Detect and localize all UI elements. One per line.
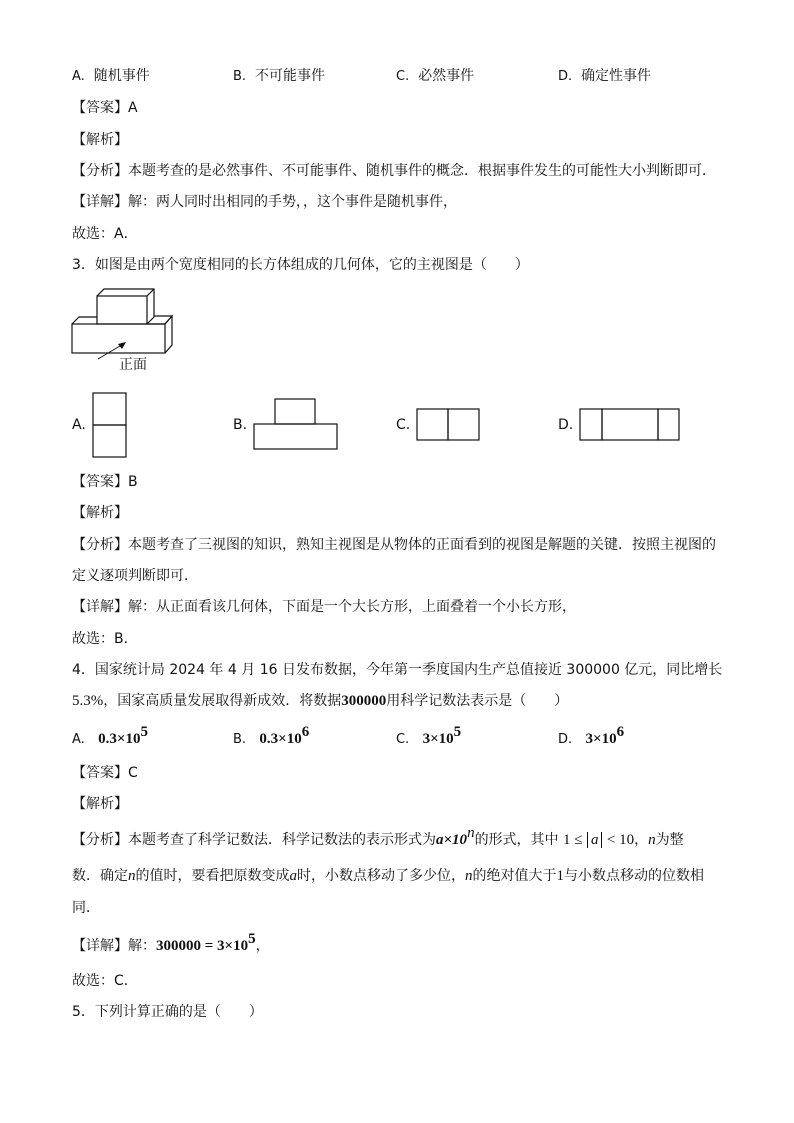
q2-option-a-text: 随机事件	[93, 68, 150, 84]
q2-option-d	[558, 66, 651, 87]
q4-fenxi-p1: 本题考查了科学记数法．科学记数法的表示形式为	[128, 832, 436, 848]
q4-xiangjie-b: ，	[255, 938, 270, 954]
q4-fenxi-l2-m1: n	[128, 868, 136, 884]
q3-option-b-label: B.	[233, 417, 248, 433]
q2-option-c	[396, 66, 474, 87]
q3-fenxi-line2: 定义逐项判断即可．	[72, 568, 198, 584]
q2-choose: 故选：A．	[72, 226, 138, 242]
q4-stem-line1: 4．国家统计局 2024 年 4 月 16 日发布数据，今年第一季度国内生产总值接近 300000 亿元，同比增长	[72, 662, 723, 678]
q4-stem-line2	[72, 691, 568, 711]
q3-option-a-label: A.	[72, 417, 86, 433]
q4-fenxi-l2-m3: n	[465, 868, 473, 884]
q3-xiangjie-tag: 【详解】	[72, 599, 128, 615]
q4-option-a-exp: 5	[140, 724, 148, 740]
q2-analysis-heading: 【解析】	[72, 132, 128, 148]
q4-fenxi-p3: ，	[634, 832, 649, 848]
q4-xiangjie-tag: 【详解】	[72, 938, 128, 954]
q4-fenxi-line1	[72, 825, 684, 850]
q3-front-label: 正面	[119, 357, 147, 373]
q3-stem: 3．如图是由两个宽度相同的长方体组成的几何体，它的主视图是（ ）	[72, 257, 529, 273]
q2-fenxi-text: 本题考查的是必然事件、不可能事件、随机事件的概念．根据事件发生的可能性大小判断即可．	[128, 163, 716, 179]
q4-option-d-base: 3×10	[585, 731, 617, 747]
q4-option-b-exp: 6	[301, 724, 310, 740]
q2-option-d-text: 确定性事件	[581, 68, 652, 84]
q3-option-c-label: C.	[396, 417, 411, 433]
q2-xiangjie-tag: 【详解】	[72, 194, 128, 210]
q4-fenxi-l2-p5: 与小数点移动的位数相	[564, 868, 704, 884]
q4-fenxi-l2-m2: a	[289, 868, 297, 884]
q4-fenxi-p2: 的形式，其中	[474, 832, 559, 848]
q2-option-b-text: 不可能事件	[254, 68, 325, 84]
q3-option-b-figure	[253, 398, 339, 452]
q2-fenxi-tag: 【分析】	[72, 163, 128, 179]
q3-answer	[72, 472, 138, 492]
q4-answer-tag: 【答案】	[72, 765, 128, 781]
q2-option-d-label: D.	[558, 69, 573, 84]
q4-option-b	[233, 724, 310, 750]
q3-xiangjie-text: 解：从正面看该几何体，下面是一个大长方形，上面叠着一个小长方形，	[128, 599, 576, 615]
q3-answer-tag: 【答案】	[72, 474, 128, 490]
q2-xiangjie	[72, 192, 457, 212]
q4-fenxi-l2-p4: 的绝对值大于	[472, 868, 557, 884]
q4-fenxi-l2-p1: 数．确定	[72, 868, 128, 884]
q3-fenxi-tag: 【分析】	[72, 537, 128, 553]
q4-fenxi-m2c: < 10	[606, 832, 635, 848]
q4-option-c-label: C.	[396, 732, 410, 747]
q2-option-a	[72, 66, 150, 87]
q4-fenxi-l2-p3: 时，小数点移动了多少位，	[297, 868, 465, 884]
q2-option-b	[233, 66, 325, 87]
q2-answer-value: A	[128, 100, 138, 116]
q3-xiangjie	[72, 597, 576, 617]
q4-option-a	[72, 724, 148, 750]
q4-stem-number: 300000	[341, 693, 387, 709]
q2-xiangjie-text: 解：两人同时出相同的手势，，这个事件是随机事件，	[128, 194, 457, 210]
lower-box-front	[72, 324, 165, 353]
q4-option-b-base: 0.3×10	[259, 731, 302, 747]
q3-analysis-heading: 【解析】	[72, 505, 128, 521]
q4-stem-percent: 5.3%	[72, 693, 104, 709]
upper-box-front	[97, 296, 147, 324]
q3-option-a-figure	[92, 392, 128, 458]
q2-option-c-label: C.	[396, 69, 410, 84]
q4-answer	[72, 763, 138, 783]
q4-fenxi-line2	[72, 866, 704, 886]
q3-fenxi-line1	[72, 535, 716, 555]
q3-fenxi-text1: 本题考查了三视图的知识，熟知主视图是从物体的正面看到的视图是解题的关键．按照主视图的	[128, 537, 716, 553]
q4-xiangjie-math: 300000 = 3×10	[156, 938, 249, 954]
q4-choose: 故选：C．	[72, 973, 138, 989]
q2-answer-tag: 【答案】	[72, 100, 128, 116]
q4-stem-mid: ，国家高质量发展取得新成效．将数据	[103, 693, 342, 709]
q2-answer	[72, 98, 138, 118]
q4-fenxi-m2b: a	[587, 832, 603, 848]
q4-option-a-base: 0.3×10	[98, 731, 141, 747]
q4-fenxi-l2-p2: 的值时，要看把原数变成	[135, 868, 290, 884]
q4-option-a-label: A.	[72, 732, 85, 747]
q4-xiangjie-exp: 5	[248, 931, 256, 947]
q3-answer-value: B	[128, 474, 138, 490]
q3-option-d-label: D.	[558, 417, 574, 433]
q2-option-b-label: B.	[233, 69, 247, 84]
q4-fenxi-tag: 【分析】	[72, 832, 128, 848]
q4-fenxi-line3: 同．	[72, 900, 100, 916]
q4-fenxi-l2-m4: 1	[556, 868, 564, 884]
q4-xiangjie-a: 解：	[128, 938, 156, 954]
upper-box-depth	[97, 289, 154, 324]
q4-fenxi-m2a: 1 ≤	[563, 832, 583, 848]
q4-option-c	[396, 724, 462, 750]
q4-answer-value: C	[128, 765, 138, 781]
q4-option-c-exp: 5	[453, 724, 462, 740]
q4-option-d	[558, 724, 625, 750]
q2-fenxi	[72, 161, 716, 181]
q4-option-c-base: 3×10	[422, 731, 454, 747]
q3-choose: 故选：B．	[72, 631, 138, 647]
q4-option-d-exp: 6	[616, 724, 625, 740]
q4-fenxi-m1-exp: n	[467, 825, 475, 841]
q4-analysis-heading: 【解析】	[72, 796, 128, 812]
q5-stem: 5．下列计算正确的是（ ）	[72, 1004, 263, 1020]
q4-fenxi-m3: n	[648, 832, 656, 848]
q4-option-d-label: D.	[558, 732, 573, 747]
q3-option-d-figure	[579, 408, 683, 442]
q4-xiangjie	[72, 931, 270, 956]
arrow-head	[118, 342, 126, 349]
q4-option-b-label: B.	[233, 732, 247, 747]
q2-option-a-label: A.	[72, 69, 85, 84]
q3-option-c-figure	[416, 408, 482, 442]
q4-fenxi-m1: a×10	[436, 832, 468, 848]
q4-stem-end: 用科学记数法表示是（ ）	[386, 693, 569, 709]
q2-option-c-text: 必然事件	[418, 68, 475, 84]
q4-fenxi-p4: 为整	[655, 832, 684, 848]
